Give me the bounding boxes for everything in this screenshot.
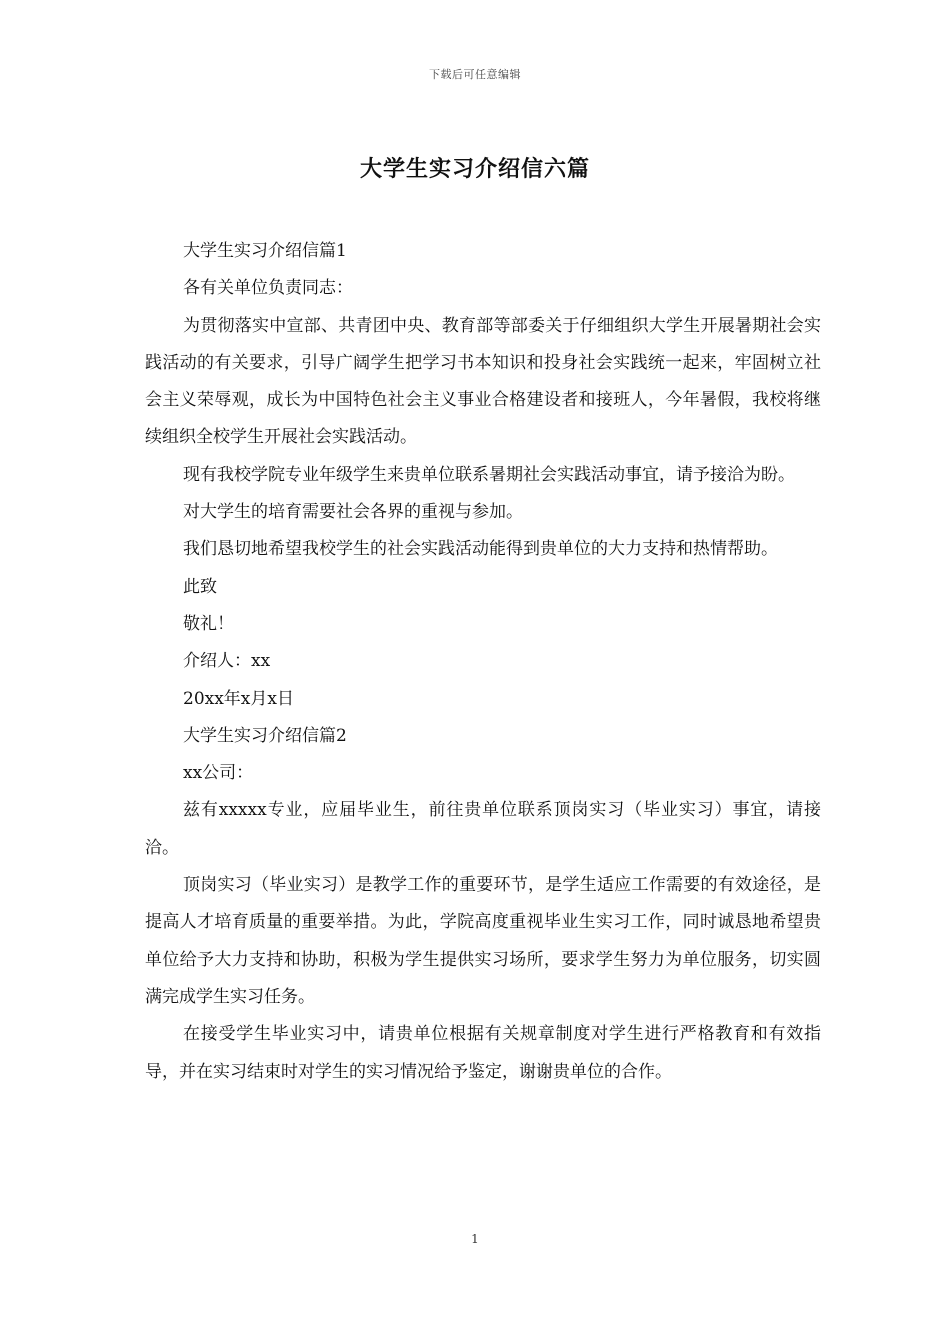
salutation-2: xx公司： — [183, 763, 254, 784]
body-paragraph: 为贯彻落实中宣部、共青团中央、教育部等部委关于仔细组织大学生开展暑期社会实践活动的有关要求，引导广阔学生把学习书本知识和投身社会实践统一起来，牢固树立社会主义荣辱观，成长为中国特色社会主义事业合格建设者和接班人，今年暑假，我校将继续组织全校学生开展社会实践活动。 — [145, 315, 821, 448]
section-heading-1: 大学生实习介绍信篇1 — [183, 241, 347, 261]
body-paragraph: 对大学生的培育需要社会各界的重视与参加。 — [183, 502, 523, 523]
body-paragraph: 现有我校学院专业年级学生来贵单位联系暑期社会实践活动事宜，请予接洽为盼。 — [183, 464, 795, 485]
body-paragraph: 在接受学生毕业实习中，请贵单位根据有关规章制度对学生进行严格教育和有效指导，并在实习结束时对学生的实习情况给予鉴定，谢谢贵单位的合作。 — [145, 1024, 821, 1082]
date-line: 20xx年x月x日 — [183, 688, 294, 709]
body-paragraph: 兹有xxxxx专业，应届毕业生，前往贵单位联系顶岗实习（毕业实习）事宜，请接洽。 — [145, 800, 821, 858]
introducer-line: 介绍人：xx — [183, 651, 271, 672]
document-title: 大学生实习介绍信六篇 — [359, 156, 590, 182]
page-number: 1 — [471, 1232, 479, 1246]
body-paragraph: 我们恳切地希望我校学生的社会实践活动能得到贵单位的大力支持和热情帮助。 — [183, 539, 778, 560]
closing-regards: 敬礼！ — [183, 613, 234, 634]
salutation-1: 各有关单位负责同志： — [183, 278, 353, 299]
page-header: 下载后可任意编辑 — [429, 68, 521, 81]
document-body — [145, 233, 821, 1091]
closing-line: 此致 — [183, 576, 217, 597]
section-heading-2: 大学生实习介绍信篇2 — [183, 725, 347, 746]
body-paragraph: 顶岗实习（毕业实习）是教学工作的重要环节，是学生适应工作需要的有效途径，是提高人才培育质量的重要举措。为此，学院高度重视毕业生实习工作，同时诚恳地希望贵单位给予大力支持和协助，积极为学生提供实习场所，要求学生努力为单位服务，切实圆满完成学生实习任务。 — [145, 875, 821, 1007]
